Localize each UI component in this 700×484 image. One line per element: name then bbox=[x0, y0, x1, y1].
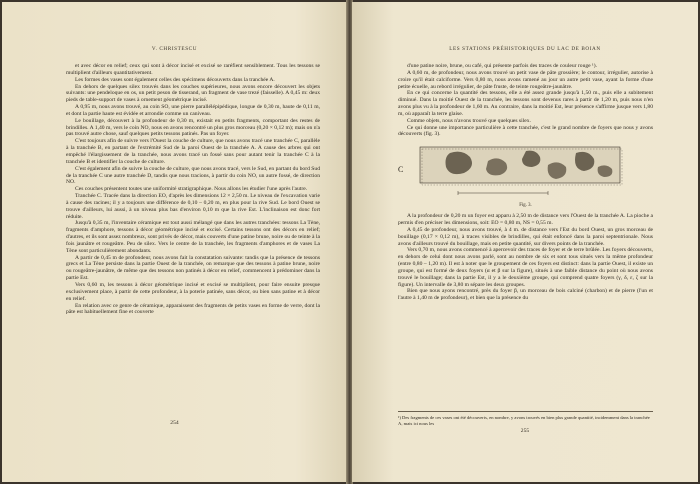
paragraph: Bien que nous ayons rencontré, près du foyer β, un morceau de bois calciné (charbon) et de pierre (l'un et l'autre à 1,40 m de profondeur), et bien que la présence du bbox=[398, 288, 653, 302]
paragraph: En dehors de quelques silex trouvés dans les couches supérieures, nous avons encore découvert les objets suivants: une pendeloque en os, un petit peson de tisserand, un fragment de vase trezé (faisselle). A 0,45 m: deux pieds de table-support de vases à ornement géométrique incisé. bbox=[66, 83, 320, 104]
left-page-text bbox=[66, 63, 320, 316]
paragraph: Ces couches présentent toutes une uniformité stratigraphique. Nous allons les étudier l'une après l'autre. bbox=[75, 186, 308, 193]
paragraph: A la profondeur de 0,20 m un foyer est apparu à 2,50 m de distance vers l'Ouest de la tranchée A. La pioche a permis d'en préciser les dimensions, soit: EO = 0,80 m, NS = 0,55 m. bbox=[398, 213, 653, 226]
paragraph: Tranchée C. Tracée dans la direction EO, d'après les dimensions 12 × 2,50 m. Le niveau de l'excavation varie à cause des racines; il y a toujours une différence de 0,10 – 0,20 m, en plus pour la rive Sud. Le bord Ouest se trouve d'ailleurs, lui aussi, à un niveau plus bas d'environ 0,10 m que la rive Est. L'inclinaison est donc fort réduite. bbox=[66, 193, 320, 220]
paragraph: Jusqu'à 0,35 m, l'inventaire céramique est tout aussi mélangé que dans les autres tranchées: tessons La Tène, fragments d'amphore, tessons à décor géométrique incisé et excisé. Certains tessons ont des décors en relief; d'autres, et ils sont assez nombreux, sont privés de décor, mais couverts d'une patine brune, noire ou de teinte à la fois jaunâtre et rougeâtre. Peu de silex. Vers le centre de la tranchée, les fragments d'amphores et de vases La Tène sont particulièrement abondants. bbox=[66, 220, 320, 254]
paragraph: et avec décor en relief; ceux qui sont à décor incisé et excisé se raréfient sensiblement. Tous les tessons se multiplient d'ailleurs quantitativement. bbox=[66, 63, 320, 76]
left-page bbox=[2, 2, 347, 482]
right-page bbox=[352, 2, 698, 482]
figure-caption: Fig. 3. bbox=[519, 203, 532, 209]
paragraph: C'est toujours afin de suivre vers l'Ouest la couche de culture, que nous avons tracé une tranchée C, parallèle à la tranchée B, en partant de l'extrémité Sud de la paroi Ouest de la tranchée A. A cause des arbres qui ont empêché l'élargissement de la tranchée, nous avons tracé un fossé sans pour autant tenir la tranchée C à la tranchée B et identifier la couche de culture. bbox=[66, 138, 320, 165]
paragraph: Ce qui donne une importance particulière à cette tranchée, c'est le grand nombre de foyers que nous y avons découverts (fig. 3). bbox=[398, 124, 653, 138]
trench-plan-figure bbox=[398, 141, 653, 203]
paragraph: d'une patine noire, brune, ou café, qui présente parfois des traces de couleur rouge ¹). bbox=[407, 63, 597, 69]
running-head-right: LES STATIONS PRÉHISTORIQUES DU LAC DE BOIAN bbox=[449, 46, 601, 52]
paragraph: A 0,95 m, nous avons trouvé, au coin SO, une pierre parallélépipédique, longue de 0,30 m, haute de 0,11 m, et dont la partie haute est évidée et arrondie comme un caniveau. bbox=[66, 104, 320, 117]
paragraph: En ce qui concerne la quantité des tessons, elle a été assez grande jusqu'à 1,50 m., puis elle a subitement diminué. Dans la moitié Ouest de la tranchée, les tessons sont devenus rares à partir de 1,20 m, puis nous n'en avons plus vu à la profondeur de 1,60 m. Au contraire, dans la moitié Est, leur présence s'affirme jusque vers 1,80 m, où apparaît la terre glaise. bbox=[398, 90, 653, 117]
paragraph: Comme objets, nous n'avons trouvé que quelques silex. bbox=[407, 117, 531, 124]
paragraph: Vers 0,60 m, les tessons à décor géométrique incisé et excisé se multiplient, pour faire ensuite presque exclusivement place, à partir de cette profondeur, à la poterie patinée, sans décor, ou bien sans patine et à décor en relief. bbox=[66, 282, 320, 302]
right-page-text bbox=[398, 63, 653, 302]
paragraph: A 0,45 de profondeur, nous avons trouvé, à 4 m. de distance vers l'Est du bord Ouest, un gros morceau de bouillage (0,17 × 0,12 m), à traces visibles de brindilles, qui était enfoncé dans la paroi septentrionale. Nous avons d'ailleurs trouvé du bouillage, mais en petite quantité, sur divers points de la tranchée. bbox=[398, 226, 653, 247]
page-number-left: 254 bbox=[170, 420, 179, 426]
trench-plan-drawing bbox=[398, 141, 653, 203]
page-number-right: 255 bbox=[520, 428, 530, 434]
footnote: ¹) Des fragments de ces vases ont été découverts, en nombre, y avons trouvés en bien plus grande quantité, incidemment dans la tranchée A, mais ici nous les bbox=[398, 411, 653, 426]
paragraph: Le bouillage, découvert à la profondeur de 0,30 m, existait en petits fragments, comportant des restes de brindilles. A 1,40 m, vers le coin NO, nous en avons rencontré un plus gros morceau (0,20 × 0,12 m); mais on n'a pas trouvé autre chose, sauf quelques petits tessons patinés. Pas un foyer. bbox=[66, 117, 320, 138]
paragraph: A 0,60 m, de profondeur, nous avons trouvé un petit vase de pâte grossière; le contour, irrégulier, autorise à croire qu'il était calciforme. Vers 0,80 m, nous avons ramené au jour un autre petit vase, ayant la forme d'une petite écuelle, au rebord irrégulier, de pâte fruste, de teinte rougeâtre-jaunâtre. bbox=[398, 69, 653, 90]
trench-label: C bbox=[398, 165, 404, 175]
paragraph: En relation avec ce genre de céramique, apparaissent des fragments de petits vases en forme de verre, dont la pâte est habituellement fine et couverte bbox=[66, 302, 320, 316]
paragraph: C'est également afin de suivre la couche de culture, que nous avons tracé, vers le Sud, en partant du bord Sud de la tranchée C une autre tranchée D, tandis que nous tracions, à partir du coin NO, un autre fossé, de direction NO. bbox=[66, 165, 320, 186]
paragraph: Les formes des vases sont également celles des spécimens découverts dans la tranchée A. bbox=[75, 76, 275, 83]
running-head-left: V. CHRISTESCU bbox=[151, 46, 198, 52]
paragraph: A partir de 0,45 m de profondeur, nous avons fait la constatation suivante: tandis que la présence de tessons grecs et La Tène persiste dans la partie Ouest de la tranchée, on remarque que des tessons à patine brune, noire ou rougeâtre-jaunâtre, de même que des tessons non patinés à décor en relief, commencent à prédominer dans la partie Est. bbox=[66, 254, 320, 282]
paragraph: Vers 0,70 m, nous avons commencé à apercevoir des traces de foyer et de terre brûlée. Les foyers découverts, en dehors de celui dont nous avons parlé, sont au nombre de six et sont tous situés vers la même profondeur (entre 0,80 – 1,20 m). Il est à noter que le groupement de ces foyers est distinct: dans la partie Ouest, il existe un groupe, qui est formé de deux foyers (α et β sur la figure), situés à une faible distance du point où nous avons trouvé le bouillage; dans la partie Est, il y a le deuxième groupe, qui comprend quatre foyers (γ, δ, ε, ζ sur la figure). Un intervalle de 3,80 m sépare les deux groupes. bbox=[398, 247, 653, 288]
